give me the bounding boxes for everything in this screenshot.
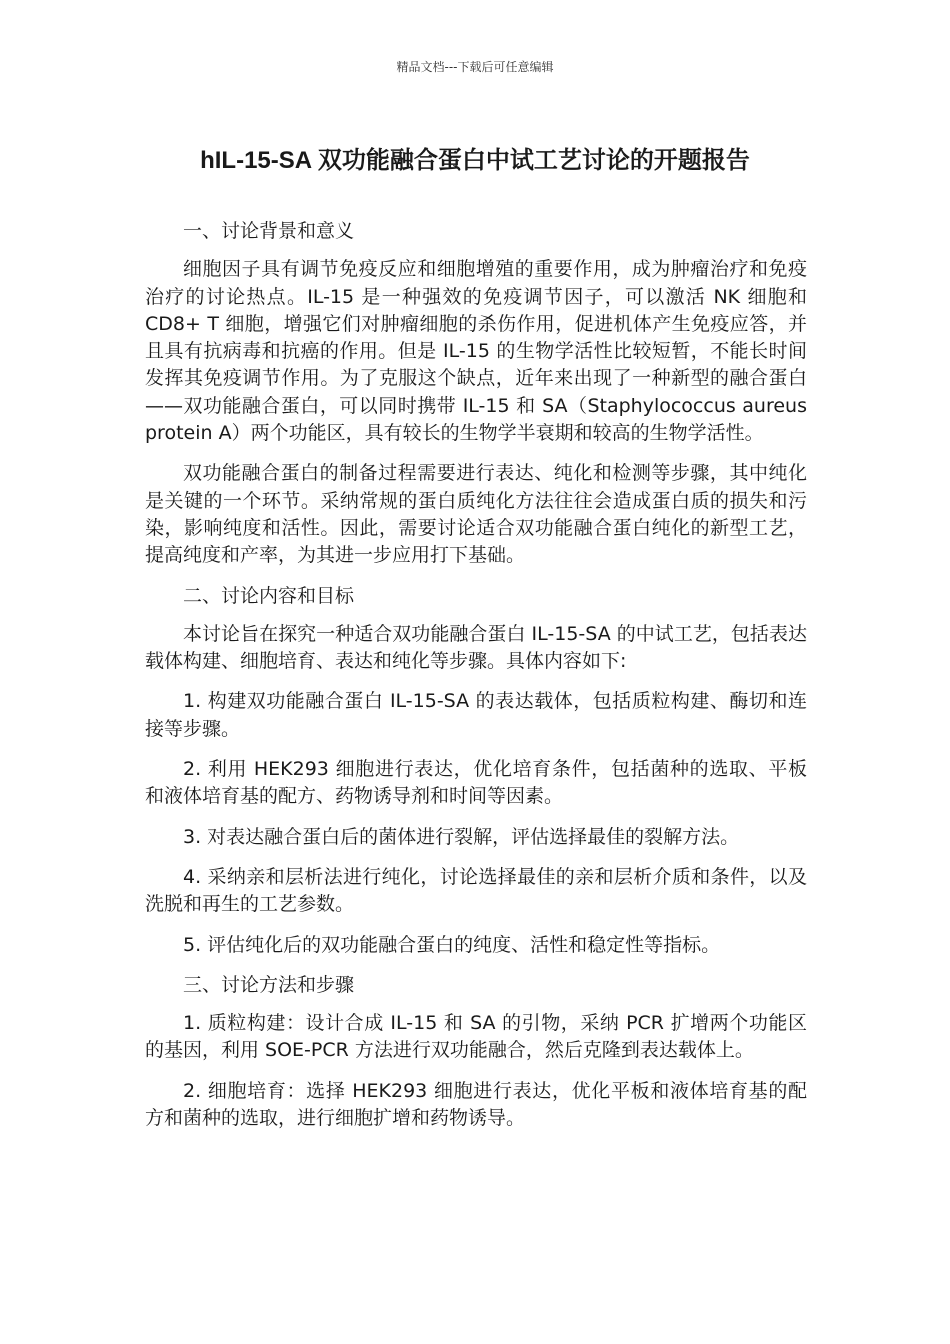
- list-item-content-5: 5. 评估纯化后的双功能融合蛋白的纯度、活性和稳定性等指标。: [183, 933, 721, 956]
- paragraph-background-1: 细胞因子具有调节免疫反应和细胞增殖的重要作用，成为肿瘤治疗和免疫治疗的讨论热点。IL-15 是一种强效的免疫调节因子，可以激活 NK 细胞和 CD8+ T 细胞，增强它们对肿瘤细胞的杀伤作用，促进机体产生免疫应答，并且具有抗病毒和抗癌的作用。但是 IL-15 的生物学活性比较短暂，不能长时间发挥其免疫调节作用。为了克服这个缺点，近年来出现了一种新型的融合蛋白——双功能融合蛋白，可以同时携带 IL-15 和 SA（Staphylococcus aureus protein A）两个功能区，具有较长的生物学半衰期和较高的生物学活性。: [145, 258, 807, 445]
- list-item-method-2: 2. 细胞培育：选择 HEK293 细胞进行表达，优化平板和液体培育基的配方和菌种的选取，进行细胞扩增和药物诱导。: [145, 1079, 807, 1130]
- document-body: [145, 218, 807, 1145]
- header-note: 精品文档---下载后可任意编辑: [396, 60, 554, 74]
- section-heading-methods: 三、讨论方法和步骤: [183, 973, 355, 996]
- document-title: hIL-15-SA 双功能融合蛋白中试工艺讨论的开题报告: [200, 147, 750, 174]
- list-item-content-3: 3. 对表达融合蛋白后的菌体进行裂解，评估选择最佳的裂解方法。: [183, 825, 740, 848]
- list-item-method-1: 1. 质粒构建：设计合成 IL-15 和 SA 的引物，采纳 PCR 扩增两个功能区的基因，利用 SOE-PCR 方法进行双功能融合，然后克隆到表达载体上。: [145, 1012, 807, 1062]
- list-item-content-2: 2. 利用 HEK293 细胞进行表达，优化培育条件，包括菌种的选取、平板和液体培育基的配方、药物诱导剂和时间等因素。: [145, 758, 807, 808]
- section-heading-background: 一、讨论背景和意义: [183, 220, 355, 242]
- section-heading-content-goals: 二、讨论内容和目标: [183, 584, 355, 607]
- list-item-content-1: 1. 构建双功能融合蛋白 IL-15-SA 的表达载体，包括质粒构建、酶切和连接等步骤。: [145, 690, 807, 740]
- paragraph-background-2: 双功能融合蛋白的制备过程需要进行表达、纯化和检测等步骤，其中纯化是关键的一个环节。采纳常规的蛋白质纯化方法往往会造成蛋白质的损失和污染，影响纯度和活性。因此，需要讨论适合双功能融合蛋白纯化的新型工艺，提高纯度和产率，为其进一步应用打下基础。: [145, 462, 807, 567]
- list-item-content-4: 4. 采纳亲和层析法进行纯化，讨论选择最佳的亲和层析介质和条件，以及洗脱和再生的工艺参数。: [145, 865, 807, 916]
- paragraph-content-intro: 本讨论旨在探究一种适合双功能融合蛋白 IL-15-SA 的中试工艺，包括表达载体构建、细胞培育、表达和纯化等步骤。具体内容如下:: [145, 622, 807, 673]
